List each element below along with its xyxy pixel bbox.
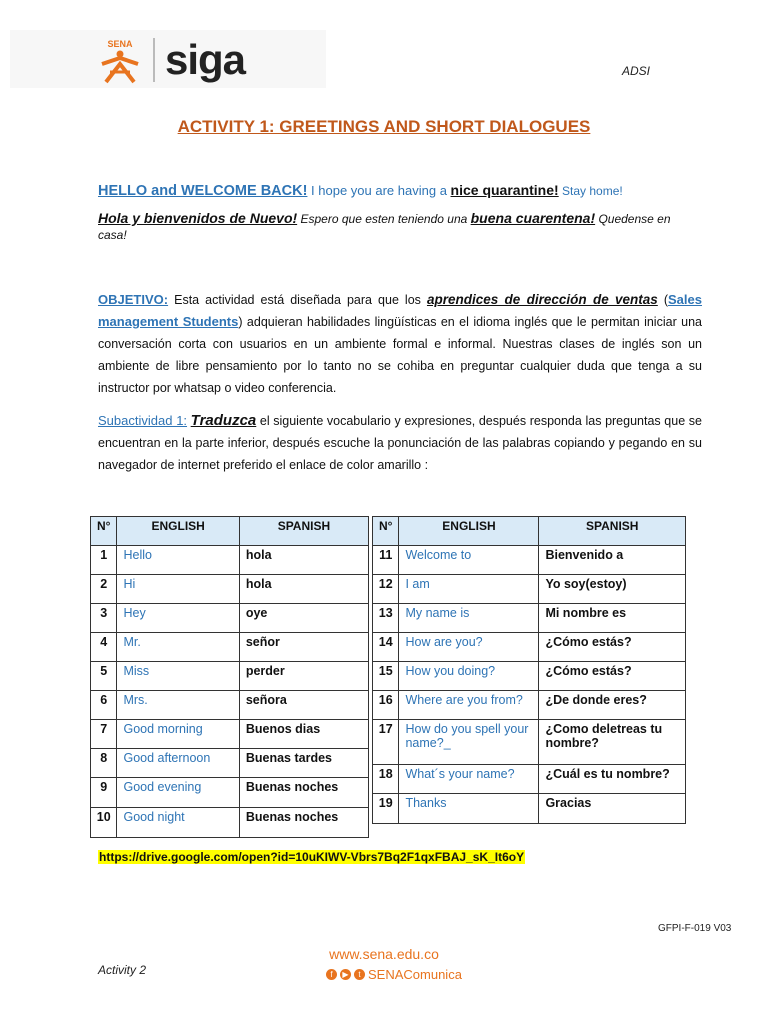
form-code: GFPI-F-019 V03	[658, 923, 732, 934]
greeting-buena-cuarentena: buena cuarentena!	[470, 210, 596, 226]
row-spanish: Buenas noches	[239, 808, 368, 838]
table-row	[373, 575, 686, 604]
table-row	[373, 546, 686, 575]
pronunciation-link[interactable]: https://drive.google.com/open?id=10uKIWV-Vbrs7Bq2F1qxFBAJ_sK_It6oY	[99, 850, 525, 864]
row-english: Good night	[117, 808, 239, 838]
row-number: 13	[373, 604, 399, 633]
footer-activity: Activity 2	[98, 963, 147, 977]
row-number: 8	[91, 749, 117, 778]
header-spanish: SPANISH	[239, 517, 368, 546]
header-program-code: ADSI	[622, 64, 651, 78]
row-english: Where are you from?	[399, 691, 539, 720]
row-spanish: ¿Cómo estás?	[539, 662, 686, 691]
row-english: How do you spell your name?_	[399, 720, 539, 765]
objective-text2: ) adquieran habilidades lingüísticas en el idioma inglés que le permitan iniciar una conversación corta con usuarios en un ambiente formal e informal. Nuestras clases de inglés son un ambiente de libre pensamiento por lo tanto no se cohiba en preguntar cualquier duda que tenga a su instructor por whatsap o video conferencia.	[98, 315, 702, 395]
header-number: N°	[91, 517, 117, 546]
row-spanish: oye	[239, 604, 368, 633]
greeting-hello: HELLO and WELCOME BACK!	[98, 183, 308, 199]
youtube-icon: ▶	[340, 969, 351, 980]
objective-sales-students: Sales management Students	[98, 292, 702, 329]
row-number: 9	[91, 778, 117, 808]
greeting-nice-quarantine: nice quarantine!	[450, 182, 559, 198]
greeting-en-text: I hope you are having a	[307, 183, 451, 198]
row-spanish: señora	[239, 691, 368, 720]
footer-social	[326, 967, 462, 982]
row-english: I am	[399, 575, 539, 604]
sena-logo	[96, 38, 144, 84]
social-handle: SENAComunica	[368, 967, 462, 982]
row-english: How you doing?	[399, 662, 539, 691]
footer-website[interactable]: www.sena.edu.co	[329, 946, 439, 962]
subactivity-paragraph	[98, 410, 702, 476]
row-spanish: señor	[239, 633, 368, 662]
table-row	[91, 662, 369, 691]
greeting-stay-home: Stay home!	[558, 184, 623, 198]
row-spanish: Buenas tardes	[239, 749, 368, 778]
row-english: How are you?	[399, 633, 539, 662]
row-number: 18	[373, 765, 399, 794]
row-english: My name is	[399, 604, 539, 633]
row-english: Good afternoon	[117, 749, 239, 778]
row-english: Mr.	[117, 633, 239, 662]
table-row	[91, 691, 369, 720]
row-number: 2	[91, 575, 117, 604]
greeting-es-text2: Quedense en casa!	[98, 212, 671, 242]
row-spanish: ¿De donde eres?	[539, 691, 686, 720]
row-spanish: Buenas noches	[239, 778, 368, 808]
row-spanish: Gracias	[539, 794, 686, 824]
row-english: Good evening	[117, 778, 239, 808]
row-english: Hello	[117, 546, 239, 575]
table-row	[91, 546, 369, 575]
row-english: Hi	[117, 575, 239, 604]
objective-text1: Esta actividad está diseñada para que los	[168, 293, 427, 307]
table-row	[91, 808, 369, 838]
objective-paragraph	[98, 289, 702, 399]
row-number: 17	[373, 720, 399, 765]
objective-label: OBJETIVO:	[98, 292, 169, 307]
subactivity-label: Subactividad 1:	[98, 413, 188, 428]
row-number: 1	[91, 546, 117, 575]
table-row	[373, 765, 686, 794]
row-english: What´s your name?	[399, 765, 539, 794]
row-spanish: ¿Como deletreas tu nombre?	[539, 720, 686, 765]
row-number: 3	[91, 604, 117, 633]
siga-logo: siga	[165, 36, 246, 83]
table-row	[91, 749, 369, 778]
row-number: 11	[373, 546, 399, 575]
row-number: 10	[91, 808, 117, 838]
subactivity-traduzca: Traduzca	[190, 412, 257, 429]
table-row	[373, 604, 686, 633]
facebook-icon: f	[326, 969, 337, 980]
table-header-row	[91, 517, 369, 546]
table-row	[91, 575, 369, 604]
row-english: Good morning	[117, 720, 239, 749]
table-row	[373, 633, 686, 662]
row-spanish: Mi nombre es	[539, 604, 686, 633]
row-number: 6	[91, 691, 117, 720]
table-row	[373, 794, 686, 824]
greeting-hola: Hola y bienvenidos de Nuevo!	[98, 210, 298, 226]
document-title: ACTIVITY 1: GREETINGS AND SHORT DIALOGUES	[177, 117, 591, 136]
row-spanish: hola	[239, 546, 368, 575]
logo-divider	[153, 38, 155, 82]
header-english: ENGLISH	[399, 517, 539, 546]
row-number: 12	[373, 575, 399, 604]
header-number: N°	[373, 517, 399, 546]
row-spanish: Yo soy(estoy)	[539, 575, 686, 604]
subactivity-text: el siguiente vocabulario y expresiones, después responda las preguntas que se encuentran en la parte inferior, después escuche la ponunciación de las palabras copiando y pegando en su navegador de internet preferido el enlace de color amarillo :	[98, 414, 702, 472]
table-row	[91, 604, 369, 633]
greeting-english	[98, 182, 623, 199]
row-english: Hey	[117, 604, 239, 633]
row-number: 19	[373, 794, 399, 824]
table-row	[91, 778, 369, 808]
vocab-table-left	[90, 516, 369, 838]
sena-logo-text: SENA	[107, 39, 133, 49]
row-english: Welcome to	[399, 546, 539, 575]
row-spanish: Bienvenido a	[539, 546, 686, 575]
table-row	[373, 720, 686, 765]
table-row	[91, 633, 369, 662]
header-english: ENGLISH	[117, 517, 239, 546]
vocab-table-right	[372, 516, 686, 824]
row-spanish: perder	[239, 662, 368, 691]
row-number: 14	[373, 633, 399, 662]
row-number: 7	[91, 720, 117, 749]
row-spanish: hola	[239, 575, 368, 604]
row-number: 4	[91, 633, 117, 662]
row-english: Mrs.	[117, 691, 239, 720]
row-number: 16	[373, 691, 399, 720]
twitter-icon: t	[354, 969, 365, 980]
table-header-row	[373, 517, 686, 546]
row-english: Thanks	[399, 794, 539, 824]
table-row	[373, 662, 686, 691]
row-spanish: ¿Cómo estás?	[539, 633, 686, 662]
row-english: Miss	[117, 662, 239, 691]
greeting-spanish	[98, 210, 702, 243]
row-spanish: Buenos dias	[239, 720, 368, 749]
row-number: 15	[373, 662, 399, 691]
table-row	[373, 691, 686, 720]
row-number: 5	[91, 662, 117, 691]
table-row	[91, 720, 369, 749]
objective-aprendices: aprendices de dirección de ventas	[426, 292, 658, 307]
objective-paren: (	[657, 293, 669, 307]
row-spanish: ¿Cuál es tu nombre?	[539, 765, 686, 794]
greeting-es-text: Espero que esten teniendo una	[297, 212, 471, 226]
header-spanish: SPANISH	[539, 517, 686, 546]
